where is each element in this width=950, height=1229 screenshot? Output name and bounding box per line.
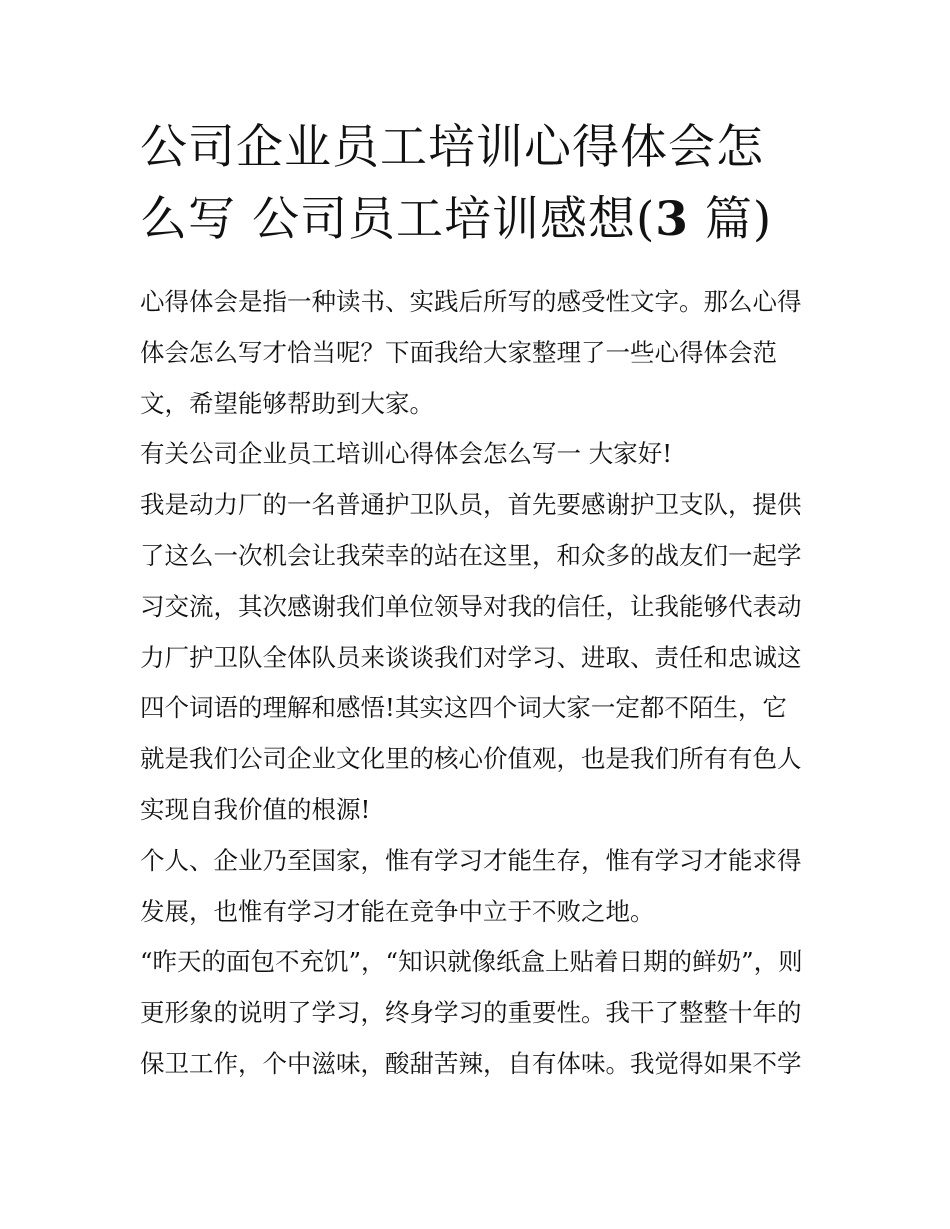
body-line: 力厂护卫队全体队员来谈谈我们对学习、进取、责任和忠诚这 xyxy=(140,642,802,672)
body-line: 保卫工作，个中滋味，酸甜苦辣，自有体味。我觉得如果不学 xyxy=(140,1048,802,1078)
body-line: 体会怎么写才恰当呢？下面我给大家整理了一些心得体会范 xyxy=(140,337,777,367)
body-line: 习交流，其次感谢我们单位领导对我的信任，让我能够代表动 xyxy=(140,591,802,621)
title-line-2-number: 3 xyxy=(655,192,689,247)
body-line: 就是我们公司企业文化里的核心价值观，也是我们所有有色人 xyxy=(140,744,802,774)
body-line: 我是动力厂的一名普通护卫队员，首先要感谢护卫支队，提供 xyxy=(140,490,802,520)
document-body xyxy=(140,277,820,1090)
body-line: 心得体会是指一种读书、实践后所写的感受性文字。那么心得 xyxy=(140,287,802,316)
body-line: 四个词语的理解和感悟!其实这四个词大家一定都不陌生，它 xyxy=(140,693,787,723)
title-line-1: 公司企业员工培训心得体会怎 xyxy=(140,120,764,175)
body-line: 文，希望能够帮助到大家。 xyxy=(140,388,434,418)
title-line-2-part-b: 篇) xyxy=(688,192,773,247)
body-line: 个人、企业乃至国家，惟有学习才能生存，惟有学习才能求得 xyxy=(140,845,802,875)
body-line: 发展，也惟有学习才能在竞争中立于不败之地。 xyxy=(140,896,655,926)
title-line-2-part-a: 么写 公司员工培训感想( xyxy=(140,192,656,247)
document-title xyxy=(140,112,820,256)
body-line: 实现自我价值的根源! xyxy=(140,794,371,824)
body-line: 有关公司企业员工培训心得体会怎么写一 大家好! xyxy=(140,439,673,469)
body-line: 更形象的说明了学习，终身学习的重要性。我干了整整十年的 xyxy=(140,998,802,1028)
body-line: 了这么一次机会让我荣幸的站在这里，和众多的战友们一起学 xyxy=(140,540,802,570)
body-line: “昨天的面包不充饥”，“知识就像纸盒上贴着日期的鲜奶”，则 xyxy=(140,947,803,977)
